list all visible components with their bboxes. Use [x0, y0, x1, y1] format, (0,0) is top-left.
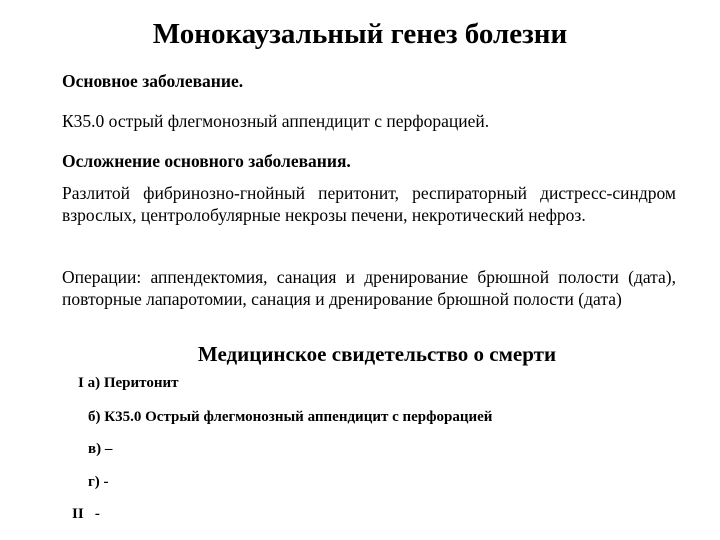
complications-text: Разлитой фибринозно-гнойный перитонит, респираторный дистресс-синдром взрослых, центролобулярные некрозы печени, некротический нефроз.: [62, 183, 676, 225]
certificate-line-1c: в) –: [88, 441, 113, 457]
operations-text: Операции: аппендектомия, санация и дренирование брюшной полости (дата), повторные лапаротомии, санация и дренирование брюшной полости (дата): [62, 267, 676, 309]
death-certificate-heading: Медицинское свидетельство о смерти: [197, 342, 557, 366]
certificate-line-1a: I а) Перитонит: [78, 375, 179, 391]
main-disease-text: [62, 110, 676, 132]
certificate-line-2: II -: [72, 506, 100, 522]
main-disease-heading: Основное заболевание.: [62, 71, 244, 91]
complications-heading: Осложнение основного заболевания.: [62, 151, 351, 171]
certificate-line-1b: б) К35.0 Острый флегмонозный аппендицит с перфорацией: [88, 409, 493, 425]
page-title: Монокаузальный генез болезни: [152, 18, 568, 50]
main-disease-text-content: К35.0 острый флегмонозный аппендицит с перфорацией.: [62, 111, 490, 131]
certificate-line-1d: г) -: [88, 474, 109, 490]
